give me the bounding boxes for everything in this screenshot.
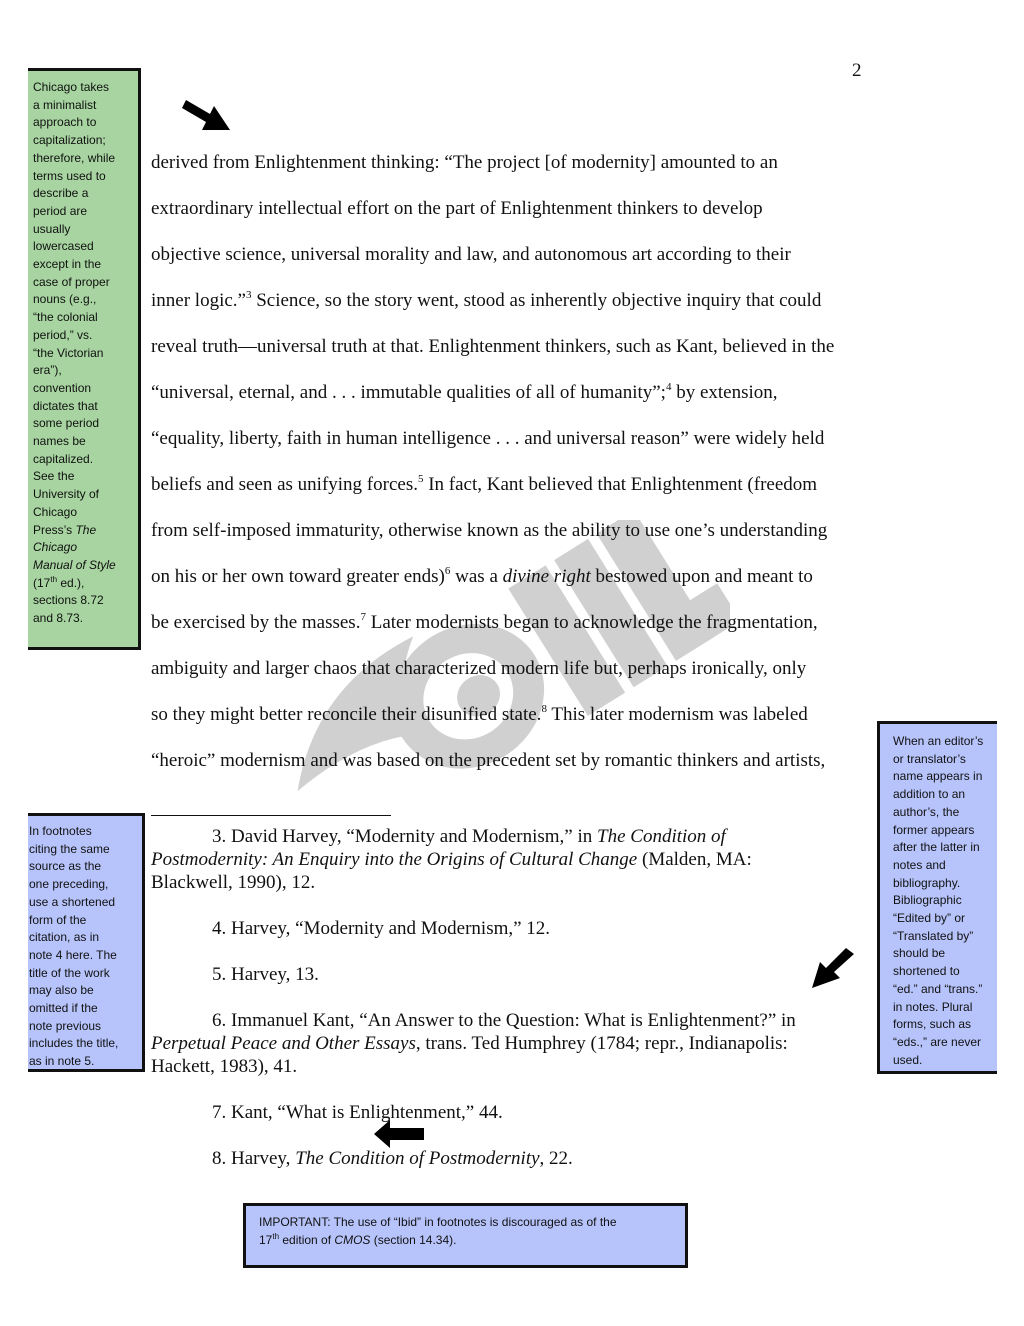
note-text: Press’s — [33, 522, 76, 537]
note-line: Bibliographic — [893, 893, 962, 908]
footnote-text: 8. Harvey, — [212, 1148, 296, 1169]
note-line: “Edited by” or — [893, 911, 966, 926]
note-line: should be — [893, 946, 946, 961]
note-line: note 4 here. The — [29, 947, 117, 962]
footnote-8 — [151, 1147, 851, 1170]
body-line — [151, 564, 881, 610]
footnote-4 — [151, 917, 851, 940]
note-line: may also be — [29, 983, 94, 998]
body-line — [151, 380, 881, 426]
note-line: University of — [33, 487, 100, 502]
note-line: “eds.,” are never — [893, 1034, 982, 1049]
body-text-segment: This later modernism was labeled — [546, 704, 808, 725]
note-line: or translator’s — [893, 751, 966, 766]
note-line: name appears in — [893, 769, 983, 784]
note-line: as in note 5. — [29, 1054, 95, 1069]
note-line: case of proper — [33, 274, 110, 289]
note-line: names be — [33, 434, 86, 449]
body-line — [151, 150, 881, 196]
note-superscript: th — [50, 574, 58, 584]
body-line — [151, 288, 881, 334]
note-text: 17 — [259, 1232, 273, 1247]
footnote-title: The Condition of Postmodernity — [295, 1148, 540, 1169]
note-line: sections 8.72 — [33, 593, 104, 608]
footnote-ref-5: 5 — [417, 473, 424, 485]
footnote-3 — [151, 825, 851, 894]
ibid-important-note — [243, 1203, 688, 1268]
note-title: Chicago — [33, 540, 78, 555]
footnotes — [151, 825, 851, 1170]
capitalization-note — [28, 68, 141, 650]
note-line: See the — [33, 469, 75, 484]
note-line — [33, 522, 134, 540]
footnote-6 — [151, 1009, 851, 1078]
body-line — [151, 334, 881, 380]
footnote-ref-6: 6 — [444, 565, 451, 577]
note-line: author’s, the — [893, 804, 960, 819]
note-line: except in the — [33, 257, 102, 272]
body-text-segment: by extension, — [671, 382, 778, 403]
body-text-segment: on his or her own toward greater ends) — [151, 566, 445, 587]
body-text-segment: Later modernists began to acknowledge the fragmentation, — [365, 612, 818, 633]
note-text: (17 — [33, 575, 51, 590]
note-line: therefore, while — [33, 150, 116, 165]
note-line: “the Victorian — [33, 345, 104, 360]
note-line: IMPORTANT: The use of “Ibid” in footnotes is discouraged as of the — [259, 1215, 617, 1229]
footnote-title: The Condition of — [597, 826, 726, 847]
note-line: citation, as in — [29, 930, 100, 945]
note-text: ed.), — [57, 575, 85, 590]
note-line: In footnotes — [29, 824, 92, 838]
arrow-down-right-icon — [180, 90, 236, 136]
note-line: era”), — [33, 363, 62, 378]
footnote-ref-3: 3 — [245, 289, 252, 301]
note-line: forms, such as — [893, 1017, 972, 1032]
note-line: When an editor’s — [893, 734, 984, 748]
body-line — [151, 472, 881, 518]
body-text-segment: was a — [450, 566, 503, 587]
body-line — [151, 748, 881, 794]
body-line — [151, 242, 881, 288]
note-line: addition to an — [893, 787, 966, 802]
note-text: (section 14.34). — [370, 1232, 457, 1247]
note-line: some period — [33, 416, 100, 431]
footnote-text: 4. Harvey, “Modernity and Modernism,” 12. — [212, 918, 551, 939]
note-line: Chicago takes — [33, 80, 110, 94]
body-text-italic: divine right — [502, 566, 591, 587]
note-line: after the latter in — [893, 840, 980, 855]
note-line: used. — [893, 1052, 923, 1067]
note-line: citing the same — [29, 841, 110, 856]
body-text-segment: bestowed upon and meant to — [590, 566, 813, 587]
note-line: period are — [33, 203, 88, 218]
footnote-text: 3. David Harvey, “Modernity and Modernism,” in — [212, 826, 598, 847]
note-line — [33, 539, 134, 557]
body-text-segment: “universal, eternal, and . . . immutable qualities of all of humanity”; — [151, 382, 666, 403]
note-title: Manual of Style — [33, 557, 116, 572]
note-line: bibliography. — [893, 875, 961, 890]
body-line — [151, 702, 881, 748]
note-line: capitalized. — [33, 451, 94, 466]
arrow-left-icon — [372, 1118, 426, 1150]
body-line — [151, 196, 881, 242]
note-line: “the colonial — [33, 310, 98, 325]
note-title: The — [75, 522, 97, 537]
footnote-separator — [151, 815, 391, 816]
footnote-text: , trans. Ted Humphrey (1784; repr., Indianapolis: — [415, 1033, 788, 1054]
body-line — [151, 518, 881, 564]
note-text: edition of — [279, 1232, 335, 1247]
body-text-segment: Science, so the story went, stood as inherently objective inquiry that could — [251, 290, 822, 311]
body-text-segment: be exercised by the masses. — [151, 612, 361, 633]
note-line: shortened to — [893, 964, 960, 979]
note-line — [33, 557, 134, 575]
footnote-text: (Malden, MA: — [637, 849, 752, 870]
note-line — [33, 575, 134, 593]
body-text-segment: reveal truth—universal truth at that. Enlightenment thinkers, such as Kant, believed in the — [151, 336, 835, 357]
note-line: form of the — [29, 912, 87, 927]
note-line: approach to — [33, 115, 97, 130]
note-line — [259, 1232, 675, 1250]
body-text — [151, 150, 881, 794]
note-line: and 8.73. — [33, 611, 84, 626]
body-line — [151, 426, 881, 472]
note-line: capitalization; — [33, 133, 106, 148]
note-title: CMOS — [334, 1232, 371, 1247]
note-line: one preceding, — [29, 877, 109, 892]
footnote-ref-7: 7 — [360, 611, 366, 623]
note-line: use a shortened — [29, 894, 116, 909]
editor-translator-note — [877, 721, 997, 1074]
note-line: title of the work — [29, 965, 110, 980]
body-text-segment: ambiguity and larger chaos that characterized modern life but, perhaps ironically, only — [151, 658, 807, 679]
body-text-segment: “equality, liberty, faith in human intelligence . . . and universal reason” were widely held — [151, 428, 825, 449]
note-line: Chicago — [33, 504, 78, 519]
footnote-text: Blackwell, 1990), 12. — [151, 872, 316, 893]
body-text-segment: objective science, universal morality and law, and autonomous art according to their — [151, 244, 791, 265]
footnote-text: 6. Immanuel Kant, “An Answer to the Question: What is Enlightenment?” in — [212, 1010, 796, 1031]
note-line: lowercased — [33, 239, 94, 254]
note-line: former appears — [893, 822, 975, 837]
note-line: in notes. Plural — [893, 999, 973, 1014]
body-text-segment: inner logic.” — [151, 290, 246, 311]
note-line: omitted if the — [29, 1001, 98, 1016]
note-line: includes the title, — [29, 1036, 119, 1051]
note-line: a minimalist — [33, 97, 97, 112]
note-line: usually — [33, 221, 71, 236]
footnote-text: Hackett, 1983), 41. — [151, 1056, 298, 1077]
note-line: period,” vs. — [33, 327, 93, 342]
note-line: “ed.” and “trans.” — [893, 981, 983, 996]
note-line: note previous — [29, 1018, 102, 1033]
body-line — [151, 656, 881, 702]
footnote-7 — [151, 1101, 851, 1124]
page-number: 2 — [852, 60, 862, 81]
note-line: source as the — [29, 859, 102, 874]
body-text-segment: so they might better reconcile their disunified state. — [151, 704, 542, 725]
footnote-ref-8: 8 — [541, 703, 547, 715]
arrow-down-left-icon — [808, 944, 860, 994]
footnote-ref-4: 4 — [665, 381, 672, 393]
body-text-segment: beliefs and seen as unifying forces. — [151, 474, 418, 495]
note-line: dictates that — [33, 398, 98, 413]
footnote-text: 7. Kant, “What is Enlightenment,” 44. — [212, 1102, 503, 1123]
footnote-title: Postmodernity: An Enquiry into the Origins of Cultural Change — [151, 849, 638, 870]
note-line: “Translated by” — [893, 928, 974, 943]
footnote-text: 5. Harvey, 13. — [212, 964, 319, 985]
body-text-segment: In fact, Kant believed that Enlightenment (freedom — [423, 474, 818, 495]
note-line: convention — [33, 380, 92, 395]
body-text-segment: derived from Enlightenment thinking: “The project [of modernity] amounted to an — [151, 152, 778, 173]
note-superscript: th — [272, 1231, 280, 1241]
body-text-segment: from self-imposed immaturity, otherwise known as the ability to use one’s understanding — [151, 520, 828, 541]
footnote-title: Perpetual Peace and Other Essays — [151, 1033, 416, 1054]
note-line: terms used to — [33, 168, 106, 183]
body-text-segment: “heroic” modernism and was based on the precedent set by romantic thinkers and artists, — [151, 750, 826, 771]
note-line: describe a — [33, 186, 89, 201]
body-text-segment: extraordinary intellectual effort on the part of Enlightenment thinkers to develop — [151, 198, 763, 219]
body-line — [151, 610, 881, 656]
note-line: notes and — [893, 857, 946, 872]
shortened-citation-note — [28, 813, 145, 1072]
footnote-5 — [151, 963, 851, 986]
footnote-text: , 22. — [539, 1148, 573, 1169]
note-line: nouns (e.g., — [33, 292, 97, 307]
